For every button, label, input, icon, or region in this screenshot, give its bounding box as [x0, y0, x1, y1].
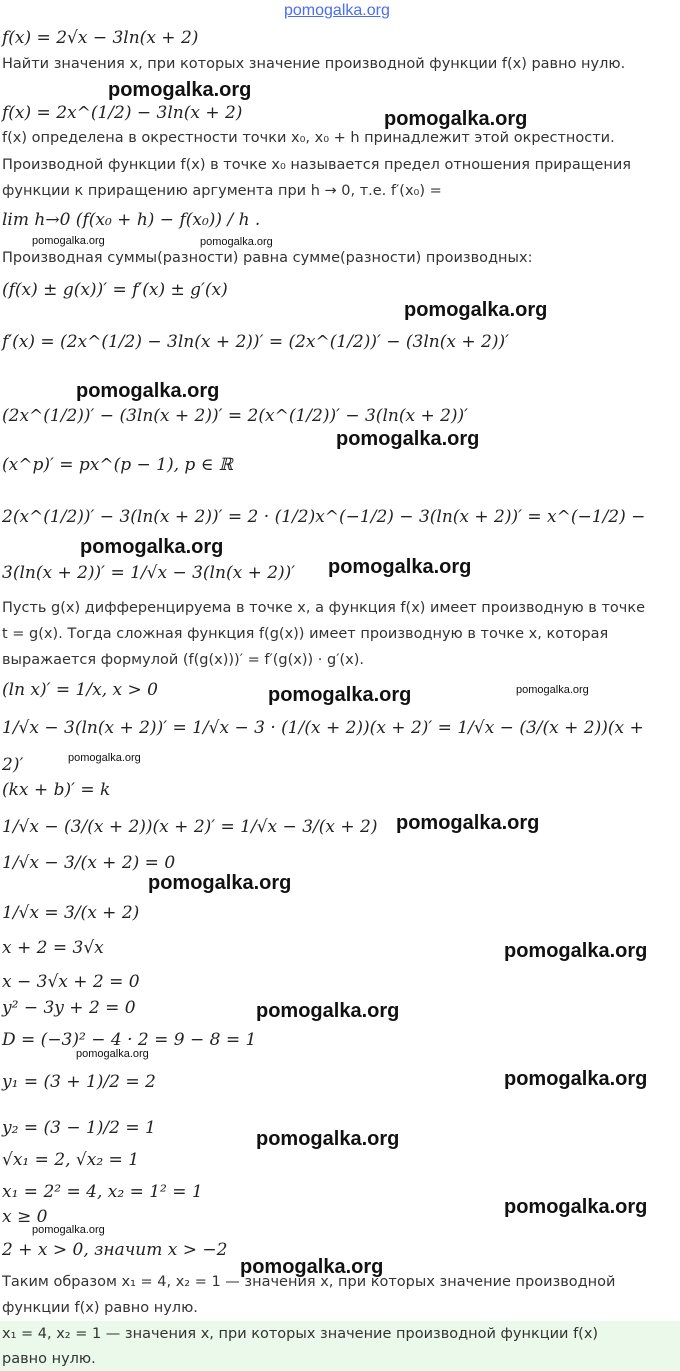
formula-line: 1/√x − 3(ln(x + 2))′ = 1/√x − 3 · (1/(x + 2))(x + 2)′ = 1/√x − (3/(x + 2))(x +	[2, 718, 644, 738]
watermark: pomogalka.org	[384, 108, 528, 130]
formula-line: 1/√x − (3/(x + 2))(x + 2)′ = 1/√x − 3/(x + 2)	[2, 817, 378, 837]
formula-line: 1/√x = 3/(x + 2)	[2, 903, 140, 923]
formula-line: (f(x) ± g(x))′ = f′(x) ± g′(x)	[2, 280, 228, 300]
watermark-small: pomogalka.org	[32, 1224, 105, 1236]
text-line: Найти значения x, при которых значение производной функции f(x) равно нулю.	[2, 56, 626, 72]
formula-line: x₁ = 2² = 4, x₂ = 1² = 1	[2, 1182, 203, 1202]
formula-line: y₁ = (3 + 1)/2 = 2	[2, 1072, 156, 1092]
watermark: pomogalka.org	[240, 1256, 384, 1278]
formula-line: x ≥ 0	[2, 1207, 48, 1227]
watermark: pomogalka.org	[504, 1068, 648, 1090]
watermark: pomogalka.org	[328, 556, 472, 578]
watermark: pomogalka.org	[504, 1196, 648, 1218]
text-line: Пусть g(x) дифференцируема в точке x, а функция f(x) имеет производную в точке	[2, 600, 646, 616]
formula-line: y₂ = (3 − 1)/2 = 1	[2, 1118, 156, 1138]
text-line: функции к приращению аргумента при h → 0, т.е. f′(x₀) =	[2, 183, 442, 199]
watermark: pomogalka.org	[76, 380, 220, 402]
text-line: функции f(x) равно нулю.	[2, 1300, 198, 1316]
formula-line: (kx + b)′ = k	[2, 780, 111, 800]
watermark-small: pomogalka.org	[516, 684, 589, 696]
text-line: выражается формулой (f(g(x)))′ = f′(g(x)) · g′(x).	[2, 652, 364, 668]
watermark: pomogalka.org	[80, 536, 224, 558]
watermark: pomogalka.org	[336, 428, 480, 450]
watermark: pomogalka.org	[396, 812, 540, 834]
formula-line: (2x^(1/2))′ − (3ln(x + 2))′ = 2(x^(1/2))′ − 3(ln(x + 2))′	[2, 406, 469, 426]
watermark: pomogalka.org	[256, 1128, 400, 1150]
watermark: pomogalka.org	[108, 79, 252, 101]
formula-line: f′(x) = (2x^(1/2) − 3ln(x + 2))′ = (2x^(1/2))′ − (3ln(x + 2))′	[2, 332, 509, 352]
text-line: Таким образом x₁ = 4, x₂ = 1 — значения x, при которых значение производной	[2, 1274, 616, 1290]
text-line: t = g(x). Тогда сложная функция f(g(x)) имеет производную в точке x, которая	[2, 626, 609, 642]
formula-line: x + 2 = 3√x	[2, 938, 104, 958]
watermark-small: pomogalka.org	[76, 1048, 149, 1060]
formula-line: x − 3√x + 2 = 0	[2, 972, 140, 992]
watermark: pomogalka.org	[404, 299, 548, 321]
formula-line: y² − 3y + 2 = 0	[2, 998, 136, 1018]
text-line: x₁ = 4, x₂ = 1 — значения x, при которых значение производной функции f(x)	[2, 1326, 599, 1342]
watermark-small: pomogalka.org	[200, 236, 273, 248]
text-line: равно нулю.	[2, 1351, 96, 1367]
formula-line: 2(x^(1/2))′ − 3(ln(x + 2))′ = 2 · (1/2)x^(−1/2) − 3(ln(x + 2))′ = x^(−1/2) −	[2, 507, 646, 527]
formula-line: 3(ln(x + 2))′ = 1/√x − 3(ln(x + 2))′	[2, 563, 296, 583]
watermark-small: pomogalka.org	[32, 235, 105, 247]
formula-line: 2 + x > 0, значит x > −2	[2, 1240, 228, 1260]
formula-line: 2)′	[2, 755, 24, 775]
text-line: Производная суммы(разности) равна сумме(разности) производных:	[2, 250, 533, 266]
formula-line: lim h→0 (f(x₀ + h) − f(x₀)) / h .	[2, 210, 261, 230]
watermark-small: pomogalka.org	[68, 752, 141, 764]
watermark: pomogalka.org	[256, 1000, 400, 1022]
formula-line: D = (−3)² − 4 · 2 = 9 − 8 = 1	[2, 1030, 257, 1050]
text-line: Производной функции f(x) в точке x₀ называется предел отношения приращения	[2, 157, 631, 173]
formula-line: √x₁ = 2, √x₂ = 1	[2, 1150, 140, 1170]
watermark: pomogalka.org	[148, 872, 292, 894]
watermark: pomogalka.org	[268, 684, 412, 706]
formula-line: (x^p)′ = px^(p − 1), p ∈ ℝ	[2, 455, 233, 475]
formula-line: f(x) = 2√x − 3ln(x + 2)	[2, 28, 199, 48]
watermark-top-link[interactable]: pomogalka.org	[284, 2, 390, 19]
watermark: pomogalka.org	[504, 940, 648, 962]
formula-line: 1/√x − 3/(x + 2) = 0	[2, 853, 176, 873]
formula-line: (ln x)′ = 1/x, x > 0	[2, 680, 158, 700]
formula-line: f(x) = 2x^(1/2) − 3ln(x + 2)	[2, 103, 243, 123]
text-line: f(x) определена в окрестности точки x₀, x₀ + h принадлежит этой окрестности.	[2, 130, 615, 146]
